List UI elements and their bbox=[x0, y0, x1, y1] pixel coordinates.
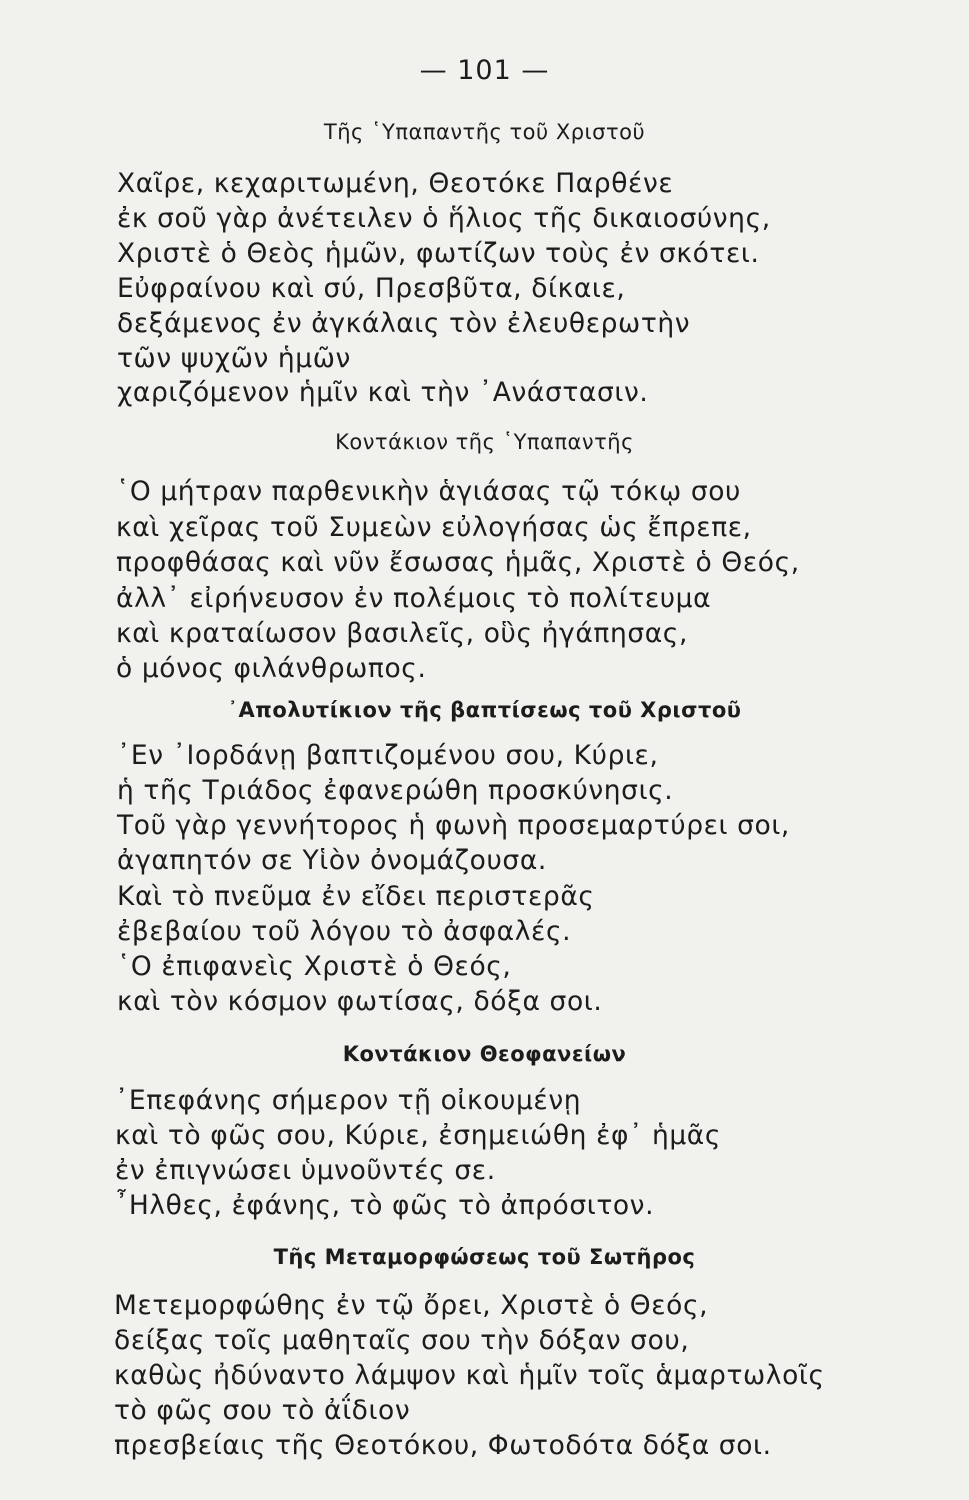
text-line: προφθάσας καὶ νῦν ἔσωσας ἡμᾶς, Χριστὲ ὁ Θεός, bbox=[116, 547, 800, 578]
text-line: Καὶ τὸ πνεῦμα ἐν εἴδει περιστερᾶς bbox=[117, 881, 595, 912]
section-title-transfiguration: Τῆς Μεταμορφώσεως τοῦ Σωτῆρος bbox=[273, 1245, 696, 1269]
page-number: — 101 — bbox=[419, 55, 550, 86]
section-title-apolytikion-baptism: ᾿Απολυτίκιον τῆς βαπτίσεως τοῦ Χριστοῦ bbox=[227, 698, 742, 722]
text-line: Τοῦ γὰρ γεννήτορος ἡ φωνὴ προσεμαρτύρει σοι, bbox=[117, 810, 790, 841]
text-line: πρεσβείαις τῆς Θεοτόκου, Φωτοδότα δόξα σοι. bbox=[114, 1430, 772, 1461]
text-line: ᾿Εν ᾿Ιορδάνῃ βαπτιζομένου σου, Κύριε, bbox=[117, 740, 659, 771]
text-line: ἐκ σοῦ γὰρ ἀνέτειλεν ὁ ἥλιος τῆς δικαιοσύνης, bbox=[117, 203, 771, 234]
text-line: ῏Ηλθες, ἐφάνης, τὸ φῶς τὸ ἀπρόσιτον. bbox=[115, 1190, 655, 1221]
text-line: ἀγαπητόν σε Υἱὸν ὀνομάζουσα. bbox=[117, 845, 547, 876]
text-line: καθὼς ἠδύναντο λάμψον καὶ ἡμῖν τοῖς ἁμαρτωλοῖς bbox=[114, 1360, 825, 1391]
text-line: ὁ μόνος φιλάνθρωπος. bbox=[116, 653, 427, 684]
text-line: Χαῖρε, κεχαριτωμένη, Θεοτόκε Παρθένε bbox=[117, 168, 674, 199]
text-line: ἐν ἐπιγνώσει ὑμνοῦντές σε. bbox=[115, 1155, 496, 1186]
text-line: Εὐφραίνου καὶ σύ, Πρεσβῦτα, δίκαιε, bbox=[117, 273, 626, 304]
text-line: ἀλλ᾿ εἰρήνευσον ἐν πολέμοις τὸ πολίτευμα bbox=[116, 583, 712, 614]
section-title-kontakion-hypapante: Κοντάκιον τῆς ῾Υπαπαντῆς bbox=[335, 430, 634, 454]
text-line: Χριστὲ ὁ Θεὸς ἡμῶν, φωτίζων τοὺς ἐν σκότει. bbox=[117, 238, 760, 269]
text-line: χαριζόμενον ἡμῖν καὶ τὴν ᾿Ανάστασιν. bbox=[117, 377, 649, 408]
text-line: ἡ τῆς Τριάδος ἐφανερώθη προσκύνησις. bbox=[117, 775, 674, 806]
text-line: ἐβεβαίου τοῦ λόγου τὸ ἀσφαλές. bbox=[117, 916, 572, 947]
text-line: ῾Ο μήτραν παρθενικὴν ἁγιάσας τῷ τόκῳ σου bbox=[116, 476, 741, 507]
text-line: καὶ χεῖρας τοῦ Συμεὼν εὐλογήσας ὡς ἔπρεπε, bbox=[116, 512, 752, 543]
text-line: δεξάμενος ἐν ἀγκάλαις τὸν ἐλευθερωτὴν bbox=[117, 308, 691, 339]
text-line: ᾿Επεφάνης σήμερον τῇ οἰκουμένῃ bbox=[115, 1085, 582, 1116]
section-title-hypapante: Τῆς ῾Υπαπαντῆς τοῦ Χριστοῦ bbox=[323, 120, 646, 144]
text-line: δείξας τοῖς μαθηταῖς σου τὴν δόξαν σου, bbox=[114, 1325, 690, 1356]
text-line: ῾Ο ἐπιφανεὶς Χριστὲ ὁ Θεός, bbox=[117, 951, 512, 982]
text-line: καὶ κραταίωσον βασιλεῖς, οὓς ἠγάπησας, bbox=[116, 618, 688, 649]
text-line: Μετεμορφώθης ἐν τῷ ὄρει, Χριστὲ ὁ Θεός, bbox=[114, 1290, 709, 1321]
text-line: καὶ τὸ φῶς σου, Κύριε, ἐσημειώθη ἐφ᾿ ἡμᾶς bbox=[115, 1120, 722, 1151]
text-line: καὶ τὸν κόσμον φωτίσας, δόξα σοι. bbox=[117, 986, 603, 1017]
section-title-kontakion-theophany: Κοντάκιον Θεοφανείων bbox=[342, 1042, 627, 1066]
text-line: τῶν ψυχῶν ἡμῶν bbox=[117, 343, 351, 374]
text-line: τὸ φῶς σου τὸ ἀΐδιον bbox=[114, 1395, 411, 1426]
